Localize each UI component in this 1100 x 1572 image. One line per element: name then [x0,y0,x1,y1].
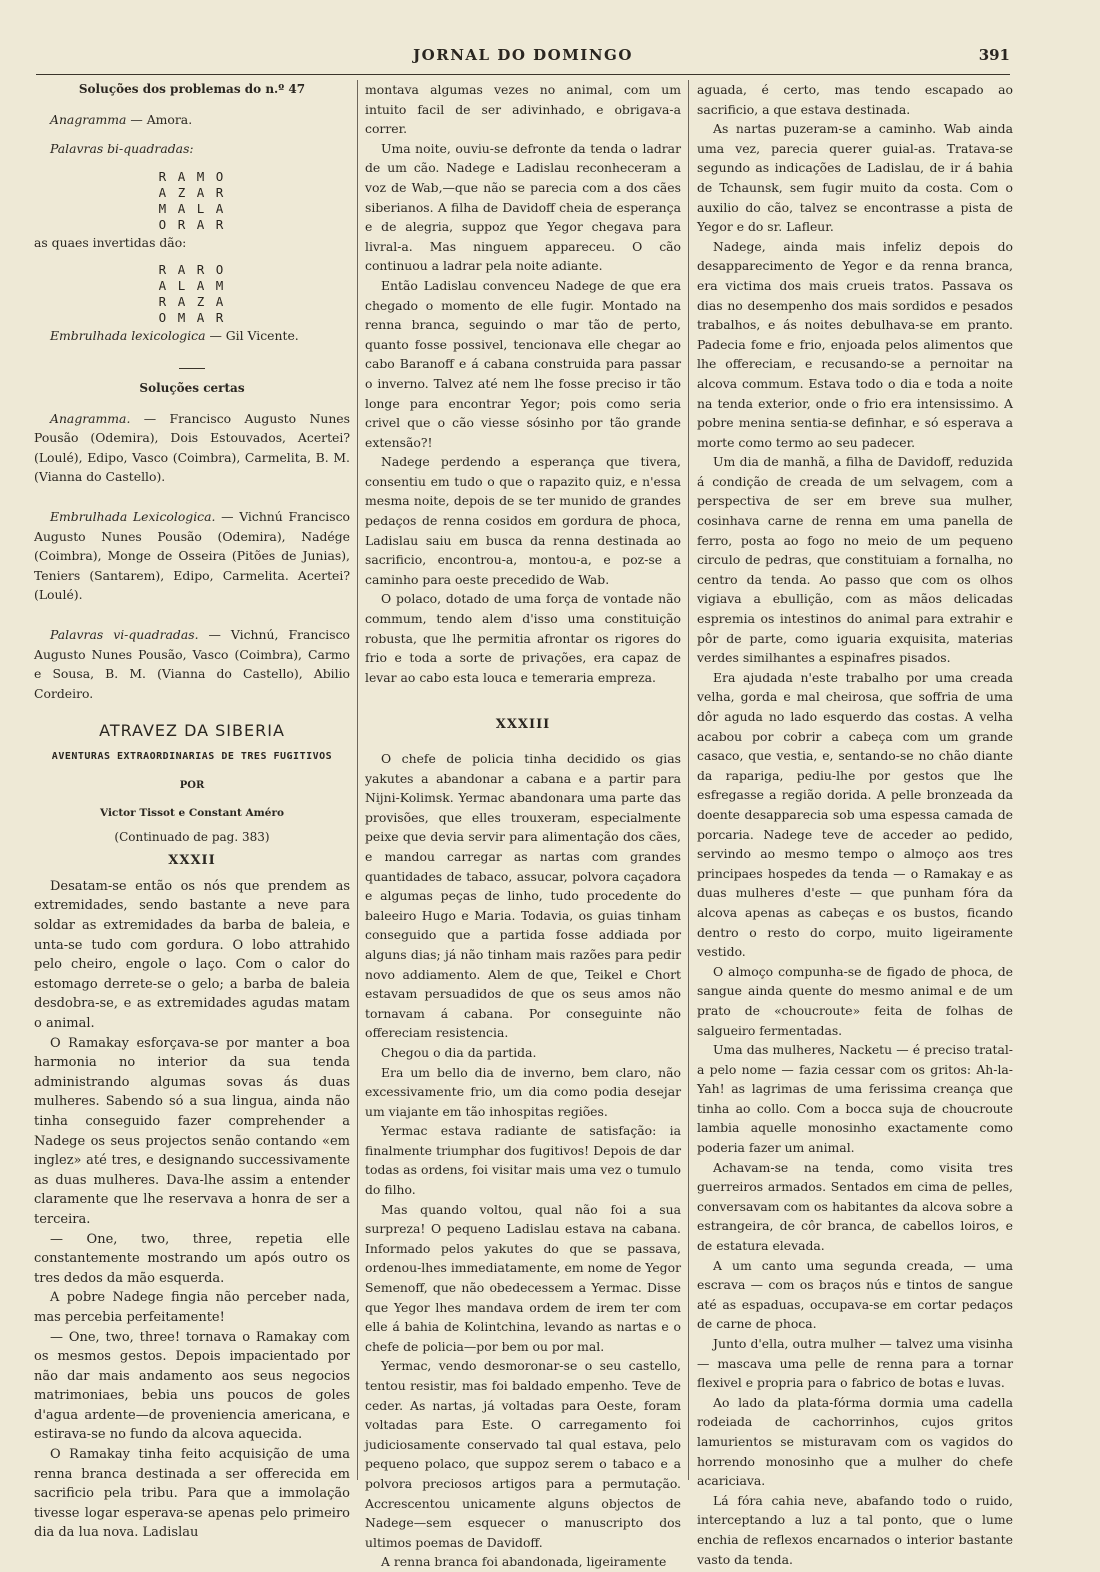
puzzle-word: O R A R [158,216,226,232]
paragraph: — One, two, three! tornava o Ramakay com os mesmos gestos. Depois impacientado por não dar mais andamento aos seus negocios matrimoniaes, bebia uns poucos de goles d'agua ardente—de proveniencia americana, e estirava-se no fundo da alcova aquecida. [34,1329,350,1443]
anagram-answer: — Amora. [126,111,193,127]
paragraph: O Ramakay esforçava-se por manter a boa harmonia no interior da sua tenda administrando algumas sovas ás duas mulheres. Sabendo só a sua lingua, ainda não tinha conseguido fazer comprehender a Nadege os seus projectos senão contando «em inglez» até tres, e designando successivamente as duas mulheres. Dava-lhe assim a entender claramente que lhe reservava a honra de ser a terceira. [34,1035,350,1227]
puzzle-word: R A R O [158,262,226,278]
embrulhada-label: Embrulhada lexicologica [50,328,206,344]
chapter-heading: XXXIII [495,717,551,733]
column-2 [365,80,681,1572]
paragraph: Nadege, ainda mais infeliz depois do desapparecimento de Yegor e da renna branca, era victima dos mais crueis tratos. Passava os dias no desempenho dos mais sordidos e pesados trabalhos, e ás noites debulhava-se em pranto. Padecia fome e frio, enjoada pelos alimentos que lhe offereciam, e recusando-se a pernoitar na alcova commum. Estava todo o dia e toda a noite na tenda exterior, onde o frio era intensissimo. A pobre menina sentia-se definhar, e só esperava a morte como termo ao seu padecer. [697,238,1013,450]
puzzle-word: O M A R [158,310,226,326]
column-divider [688,80,689,1480]
biquad-label: Palavras bi-quadradas: [50,141,194,157]
story-title: ATRAVEZ DA SIBERIA [99,721,285,741]
paragraph: O chefe de policia tinha decidido os gias yakutes a abandonar a cabana e a partir para Nijni-Kolimsk. Yermac abandonara uma parte das provisões, que elles trouxeram, especialmente peixe que devia servir para alimentação dos cães, e mandou carregar as nartas com grandes quantidades de tabaco, assucar, polvora caçadora e algumas peças de linho, tudo procedente do baleeiro Hugo e Maria. Todavia, os guias tinham conseguido que a partida fosse addiada por alguns dias; já não tinham mais razões para pedir novo addiamento. Alem de que, Teikel e Chort estavam persuadidos de que os seus amos não tornavam á cabana. Por conseguinte não offereciam resistencia. [365,751,681,1041]
paragraph: — One, two, three, repetia elle constantemente mostrando um após outro os tres dedos da mão esquerda. [34,1231,350,1286]
paragraph: As nartas puzeram-se a caminho. Wab ainda uma vez, parecia querer guial-as. Tratava-se segundo as indicações de Ladislau, de ir á bahia de Tchaunsk, sem fugir muito da costa. Com o auxilio do cão, talvez se encontrasse a pista de Yegor e do sr. Lafleur. [697,121,1013,235]
paragraph: montava algumas vezes no animal, com um intuito facil de ser adivinhado, e obrigava-a correr. [365,82,681,137]
correct-heading: Soluções certas [139,380,245,395]
column-divider [357,80,358,1480]
solutions-heading: Soluções dos problemas do n.º 47 [78,82,306,96]
paragraph: Nadege perdendo a esperança que tivera, consentiu em tudo o que o rapazito quiz, e n'essa mesma noite, depois de se ter munido de grandes pedaços de renna cosidos em gordura de phoca, Ladislau saiu em busca da renna destinada ao sacrificio, encontrou-a, montou-a, e poz-se a caminho para oeste precedido de Wab. [365,454,681,587]
puzzle-word: M A L A [158,200,226,216]
puzzle-word: R A Z A [158,294,226,310]
paragraph: Um dia de manhã, a filha de Davidoff, reduzida á condição de creada de um selvagem, com a perspectiva de ser em breve sua mulher, cosinhava carne de renna em uma panella de ferro, posta ao fogo no meio de um pequeno circulo de pedras, que constituiam a fornalha, no centro da tenda. Ao passo que com os olhos vigiava a ebullição, com as mãos delicadas espremia os intestinos do animal para extrahir e pôr de parte, como iguaria exquisita, materias verdes similhantes a espinafres pisados. [697,454,1013,666]
paragraph: O Ramakay tinha feito acquisição de uma renna branca destinada a ser offerecida em sacrificio pela tribu. Para que a immolação tivesse logar esperava-se apenas pelo primeiro dia da lua nova. Ladislau [34,1447,350,1541]
inverted-words [34,262,350,326]
paragraph: Uma noite, ouviu-se defronte da tenda o ladrar de um cão. Nadege e Ladislau reconheceram a voz de Wab,—que não se parecia com a dos cães siberianos. A filha de Davidoff cheia de esperança e de alegria, suppoz que Yegor chegava para livral-a. Mas ninguem appareceu. O cão continuou a ladrar pela noite adiante. [365,140,681,274]
correct-label: Palavras vi-quadradas. [50,626,199,642]
paragraph: Então Ladislau convenceu Nadege de que era chegado o momento de elle fugir. Montado na renna branca, seguindo o mar tão de perto, quanto fosse possivel, tencionava elle chegar ao cabo Baranoff e á cabana construida para passar o inverno. Talvez até nem lhe fosse preciso ir tão longe para encontrar Yegor; pois como seria crivel que o cão viesse sósinho por tão grande extensão?! [365,277,681,450]
puzzle-word: A Z A R [158,184,226,200]
paragraph: A renna branca foi abandonada, ligeiramente [381,1554,667,1570]
paragraph: Era ajudada n'este trabalho por uma creada velha, gorda e mal cheirosa, que soffria de uma dôr aguda no lado esquerdo das costas. A velha acabou por cobrir a cabeça com um grande casaco, que vestia, e, sentando-se no chão diante da rapariga, pediu-lhe por gestos que lhe esfregasse a região dorida. A pelle bronzeada da doente desapparecia sob uma espessa camada de porcaria. Nadege teve de acceder ao pedido, servindo ao mesmo tempo o almoço aos tres principaes hospedes da tenda — o Ramakay e as duas mulheres d'este — que punham fóra da alcova apenas as cabeças e os bustos, ficando dentro o resto do corpo, muito ligeiramente vestido. [697,669,1013,960]
biquad-words [34,169,350,233]
correct-label: Embrulhada Lexicologica. [50,508,216,524]
byline-por: POR [179,780,205,792]
paragraph: Junto d'ella, outra mulher — talvez uma visinha — mascava uma pelle de renna para a tornar flexivel e propria para o fabrico de botas e luvas. [697,1336,1013,1391]
paragraph: Desatam-se então os nós que prendem as extremidades, sendo bastante a neve para soldar as extremidades da barba de baleia, e unta-se tudo com gordura. O lobo attrahido pelo cheiro, engole o laço. Com o calor do estomago derrete-se o gelo; a barba de baleia desdobra-se, e as extremidades agudas matam o animal. [34,878,350,1031]
paragraph: Achavam-se na tenda, como visita tres guerreiros armados. Sentados em cima de pelles, conversavam com os habitantes da alcova sobre a estrangeira, de côr branca, de cabellos loiros, e de estatura elevada. [697,1159,1013,1254]
continued-note: (Continuado de pag. 383) [114,829,270,844]
paragraph: A pobre Nadege fingia não perceber nada, mas percebia perfeitamente! [34,1290,350,1325]
masthead: JORNAL DO DOMINGO [413,46,633,64]
paragraph: O polaco, dotado de uma força de vontade não commum, tendo alem d'isso uma constituição robusta, que lhe permitia afrontar os rigores do frio e toda a sorte de privações, era capaz de levar ao cabo esta louca e temeraria empreza. [365,591,681,685]
column-3 [697,80,1013,1569]
story-subtitle: AVENTURAS EXTRAORDINARIAS DE TRES FUGITIVOS [51,750,333,762]
section-rule [179,368,205,369]
page-number: 391 [978,46,1010,64]
paragraph: Yermac, vendo desmoronar-se o seu castello, tentou resistir, mas foi baldado empenho. Teve de ceder. As nartas, já voltadas para Oeste, foram voltadas para Este. O carregamento foi judiciosamente conservado tal qual estava, pelo pequeno polaco, que suppoz serem o tabaco e a polvora preciosos artigos para a permutação. Accrescentou unicamente alguns objectos de Nadege—sem esquecer o manuscripto dos ultimos poemas de Davidoff. [365,1358,681,1550]
page-header [36,46,1010,75]
correct-label: Anagramma. [50,410,131,426]
paragraph: Yermac estava radiante de satisfação: ia finalmente triumphar dos fugitivos! Depois de dar todas as ordens, foi visitar mais uma vez o tumulo do filho. [365,1123,681,1198]
paragraph: Lá fóra cahia neve, abafando todo o ruido, interceptando a luz a tal ponto, que o lume enchia de reflexos encarnados o interior bastante vasto da tenda. [697,1492,1013,1567]
inverted-intro: as quaes invertidas dão: [34,234,187,250]
paragraph: Uma das mulheres, Nacketu — é preciso tratal-a pelo nome — fazia cessar com os gritos: Ah-la-Yah! as lagrimas de uma ferissima creança que tinha ao collo. Com a bocca suja de choucroute lambia aquelle monosinho exactamente como poderia fazer um animal. [697,1042,1013,1156]
correct-text: — Vichnú Francisco Augusto Nunes Pousão (Odemira), Nadége (Coimbra), Monge de Osseira (Pitões de Junias), Teniers (Santarem), Edipo, Carmelita. Acertei? (Loulé). [34,508,350,603]
puzzle-word: A L A M [158,278,226,294]
paragraph: A um canto uma segunda creada, — uma escrava — com os braços nús e tintos de sangue até as espaduas, occupava-se em cortar pedaços de carne de phoca. [697,1257,1013,1332]
paragraph: Ao lado da plata-fórma dormia uma cadella rodeiada de cachorrinhos, cujos gritos lamurientos se misturavam com os vagidos do horrendo monosinho que a mulher do chefe acariciava. [697,1394,1013,1489]
paragraph: Era um bello dia de inverno, bem claro, não excessivamente frio, um dia como podia desejar um viajante em tão inhospitas regiões. [365,1064,681,1119]
column-1 [34,80,350,1543]
embrulhada-answer: — Gil Vicente. [205,328,299,344]
puzzle-word: R A M O [158,168,226,184]
paragraph: O almoço compunha-se de figado de phoca, de sangue ainda quente do mesmo animal e de um prato de «choucroute» feita de folhas de salgueiro fermentadas. [697,963,1013,1038]
correct-text: — Vichnú, Francisco Augusto Nunes Pousão, Vasco (Coimbra), Carmo e Sousa, B. M. (Vianna do Castello), Abilio Cordeiro. [34,626,350,701]
paragraph: aguada, é certo, mas tendo escapado ao sacrificio, a que estava destinada. [697,82,1013,117]
anagram-label: Anagramma [50,111,127,127]
paragraph: Mas quando voltou, qual não foi a sua surpreza! O pequeno Ladislau estava na cabana. Informado pelos yakutes do que se passava, ordenou-lhes immediatamente, em nome de Yegor Semenoff, que não obedecessem a Yermac. Disse que Yegor lhes mandava ordem de irem ter com elle á bahia de Kolintchina, levando as nartas e o chefe de policia—por bem ou por mal. [365,1201,681,1354]
authors: Victor Tissot e Constant Améro [99,807,285,820]
paragraph: Chegou o dia da partida. [381,1044,537,1060]
chapter-heading: XXXII [168,853,216,869]
correct-text: — Francisco Augusto Nunes Pousão (Odemira), Dois Estouvados, Acertei? (Loulé), Edipo, Vasco (Coimbra), Carmelita, B. M. (Vianna do Castello). [34,410,350,485]
